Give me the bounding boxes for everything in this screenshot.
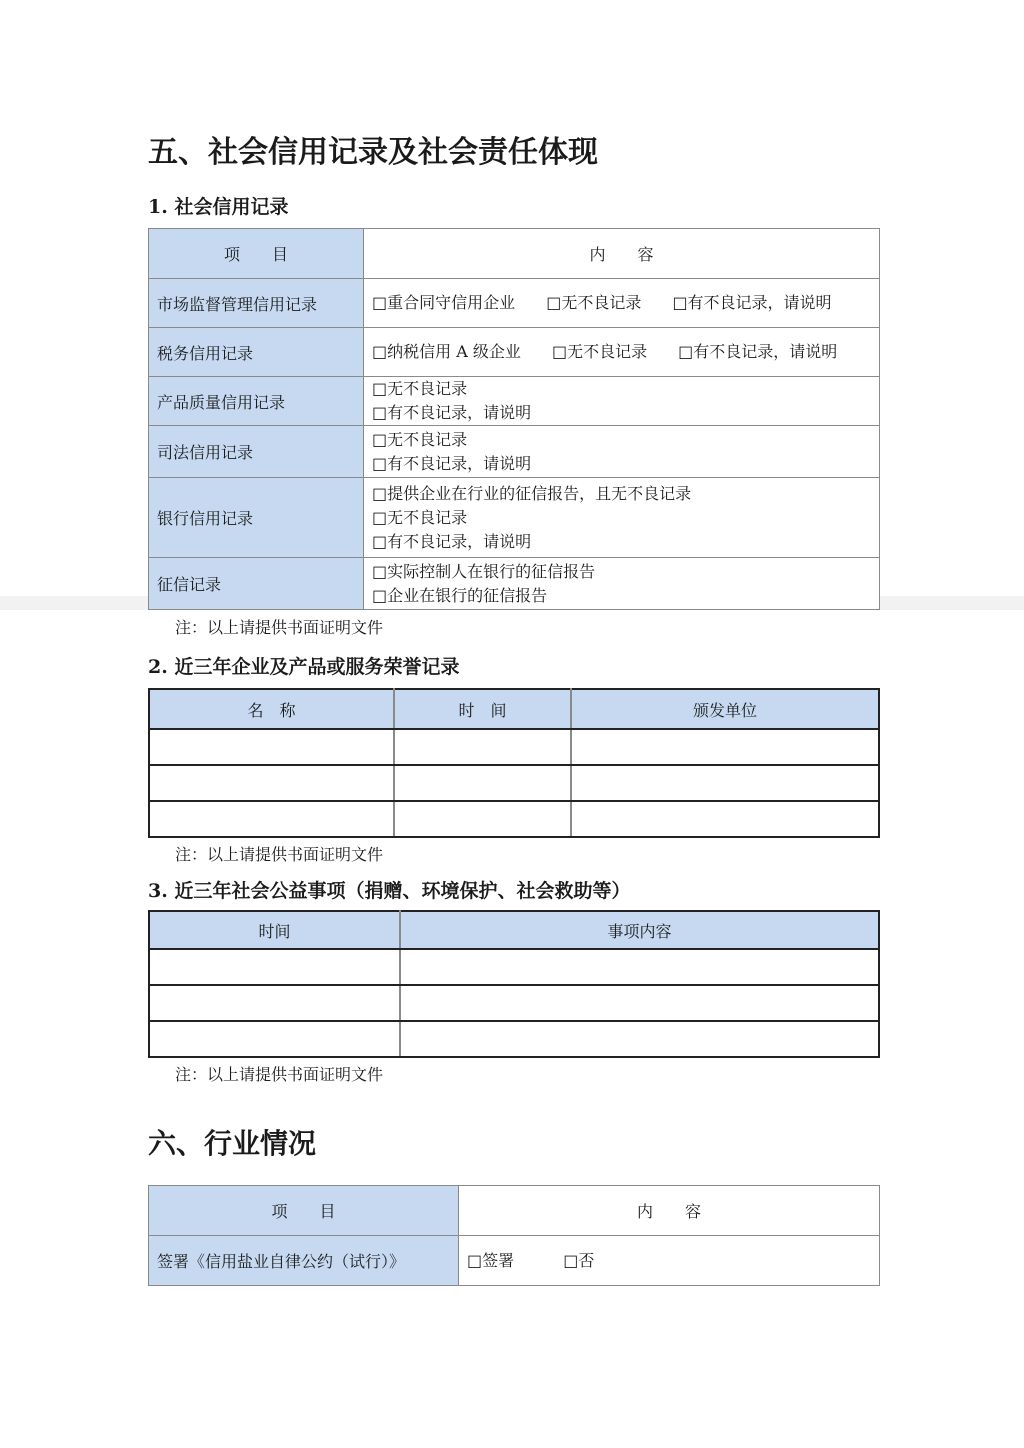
table-header-row [149,689,879,729]
table-header-row [149,1186,880,1236]
table-row [149,377,880,426]
row-content [364,426,880,478]
empty-row [149,985,879,1021]
table-header-row [149,229,880,279]
option-line [372,340,879,364]
row-content [364,377,880,426]
section5-title: 五、社会信用记录及社会责任体现 [148,135,598,170]
checkbox-option[interactable]: □否 [563,1250,595,1270]
checkbox-option[interactable]: □无不良记录 [372,507,468,527]
checkbox-option[interactable]: □无不良记录 [546,293,642,312]
empty-cell[interactable] [571,729,879,765]
checkbox-option[interactable]: □提供企业在行业的征信报告，且无不良记录 [372,483,692,503]
row-label: 市场监督管理信用记录 [149,279,364,328]
checkbox-option[interactable]: □有不良记录，请说明 [372,531,532,551]
checkbox-option[interactable]: □无不良记录 [372,379,468,398]
checkbox-option[interactable]: □实际控制人在银行的征信报告 [372,561,596,581]
table-row [149,279,880,328]
checkbox-option[interactable]: □有不良记录，请说明 [672,293,832,312]
empty-cell[interactable] [571,765,879,801]
row-label: 司法信用记录 [149,426,364,478]
welfare-table [148,910,880,1058]
column-header-name: 名 称 [149,689,394,729]
column-header-item: 项 目 [149,229,364,279]
table-row [149,328,880,377]
empty-row [149,801,879,837]
row-content [364,558,880,610]
checkbox-option[interactable]: □有不良记录，请说明 [372,453,532,473]
checkbox-option[interactable]: □重合同守信用企业 [372,293,516,312]
row-label: 签署《信用盐业自律公约（试行）》 [149,1236,459,1286]
row-content [364,328,880,377]
row-content [364,478,880,558]
checkbox-option[interactable]: □签署 [467,1250,515,1270]
checkbox-option[interactable]: □有不良记录，请说明 [678,342,838,361]
empty-cell[interactable] [571,801,879,837]
column-header-issuer: 颁发单位 [571,689,879,729]
empty-cell[interactable] [394,729,571,765]
welfare-table-note: 注：以上请提供书面证明文件 [175,1065,384,1084]
empty-cell[interactable] [149,1021,400,1057]
empty-cell[interactable] [400,949,879,985]
option-line [467,1249,879,1273]
credit-table-note: 注：以上请提供书面证明文件 [175,618,384,637]
empty-cell[interactable] [400,1021,879,1057]
row-label: 银行信用记录 [149,478,364,558]
section6-title: 六、行业情况 [148,1127,317,1160]
table-row [149,426,880,478]
column-header-content: 事项内容 [400,911,879,949]
table-row [149,558,880,610]
table-row [149,478,880,558]
option-line [372,377,879,401]
row-content [459,1236,880,1286]
empty-row [149,949,879,985]
option-line [372,506,879,530]
credit-records-table [148,228,880,610]
empty-row [149,1021,879,1057]
option-line [372,401,879,425]
industry-table [148,1185,880,1286]
option-line [372,584,879,608]
empty-cell[interactable] [394,765,571,801]
empty-cell[interactable] [400,985,879,1021]
empty-row [149,765,879,801]
column-header-time: 时 间 [394,689,571,729]
empty-cell[interactable] [149,765,394,801]
row-content [364,279,880,328]
column-header-item: 项 目 [149,1186,459,1236]
checkbox-option[interactable]: □企业在银行的征信报告 [372,585,548,605]
row-label: 征信记录 [149,558,364,610]
welfare-heading: 3. 近三年社会公益事项（捐赠、环境保护、社会救助等） [148,880,631,902]
empty-cell[interactable] [394,801,571,837]
row-label: 产品质量信用记录 [149,377,364,426]
option-line [372,482,879,506]
checkbox-option[interactable]: □无不良记录 [551,342,648,361]
checkbox-option[interactable]: □纳税信用 A 级企业 [372,342,521,361]
table-row [149,1236,880,1286]
option-line [372,452,879,476]
honor-records-heading: 2. 近三年企业及产品或服务荣誉记录 [148,656,460,678]
option-line [372,428,879,452]
option-line [372,530,879,554]
honor-table-note: 注：以上请提供书面证明文件 [175,845,384,864]
column-header-time: 时间 [149,911,400,949]
empty-cell[interactable] [149,985,400,1021]
option-line [372,291,879,315]
row-label: 税务信用记录 [149,328,364,377]
empty-cell[interactable] [149,949,400,985]
empty-cell[interactable] [149,801,394,837]
column-header-content: 内 容 [459,1186,880,1236]
empty-row [149,729,879,765]
document-page [148,0,880,1286]
credit-records-heading: 1. 社会信用记录 [148,196,289,218]
honor-records-table [148,688,880,838]
checkbox-option[interactable]: □无不良记录 [372,429,468,449]
empty-cell[interactable] [149,729,394,765]
option-line [372,560,879,584]
table-header-row [149,911,879,949]
checkbox-option[interactable]: □有不良记录，请说明 [372,403,532,422]
column-header-content: 内 容 [364,229,880,279]
